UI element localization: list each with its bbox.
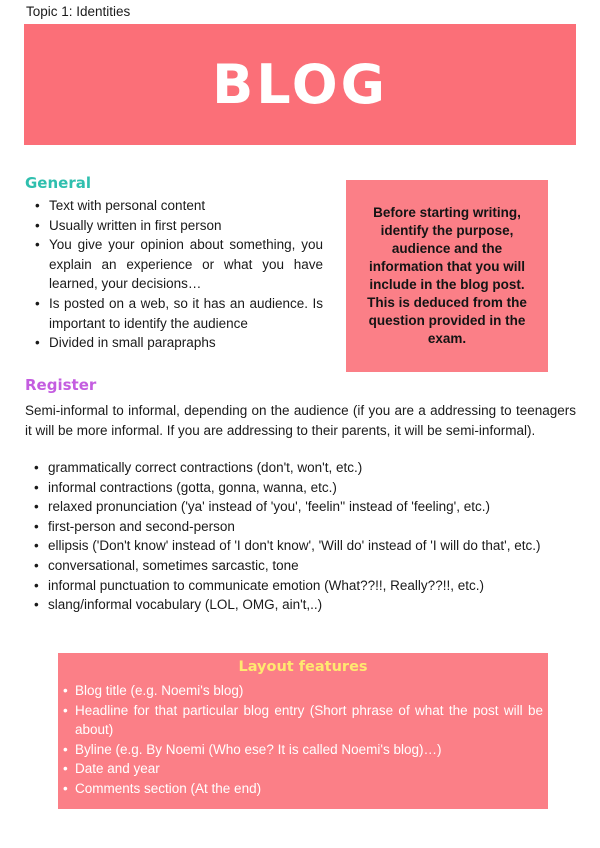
blog-banner	[24, 24, 576, 145]
list-item: • Divided in small parapraphs	[49, 333, 323, 353]
list-item: • first-person and second-person	[48, 517, 576, 537]
list-item: • Headline for that particular blog entry (Short phrase of what the post will be about)	[75, 701, 543, 740]
list-item: • Text with personal content	[49, 196, 323, 216]
register-intro: Semi-informal to informal, depending on the audience (if you are a addressing to teenagers it will be more informal. If you are addressing to their parents, it will be semi-informal).	[25, 403, 576, 438]
list-item: • ellipsis ('Don't know' instead of 'I don't know', 'Will do' instead of 'I will do that', etc.)	[48, 536, 576, 556]
list-item: • Usually written in first person	[49, 216, 323, 236]
list-item: • Blog title (e.g. Noemi's blog)	[75, 681, 543, 701]
banner-title: BLOG	[212, 53, 388, 116]
list-item: • informal punctuation to communicate emotion (What??!!, Really??!!, etc.)	[48, 576, 576, 596]
list-item: • You give your opinion about something, you explain an experience or what you have learned, your decisions…	[49, 235, 323, 294]
list-item: • Byline (e.g. By Noemi (Who ese? It is called Noemi's blog)…)	[75, 740, 543, 760]
list-item: • Date and year	[75, 759, 543, 779]
callout-text: Before starting writing, identify the purpose, audience and the information that you will include in the blog post. This is deduced from the question provided in the exam.	[367, 205, 527, 346]
list-item: • informal contractions (gotta, gonna, wanna, etc.)	[48, 478, 576, 498]
register-list	[48, 458, 576, 615]
layout-features-list	[75, 681, 543, 799]
tip-callout	[346, 180, 548, 372]
list-item: • grammatically correct contractions (don't, won't, etc.)	[48, 458, 576, 478]
topic-label: Topic 1: Identities	[26, 4, 131, 19]
list-item: • Is posted on a web, so it has an audience. Is important to identify the audience	[49, 294, 323, 333]
list-item: • relaxed pronunciation ('ya' instead of 'you', 'feelin'' instead of 'feeling', etc.)	[48, 497, 576, 517]
register-heading: Register	[25, 376, 97, 394]
list-item: • Comments section (At the end)	[75, 779, 543, 799]
list-item: • conversational, sometimes sarcastic, tone	[48, 556, 576, 576]
general-list	[49, 196, 323, 353]
general-heading: General	[25, 174, 91, 192]
list-item: • slang/informal vocabulary (LOL, OMG, ain't,..)	[48, 595, 576, 615]
layout-features-box	[58, 653, 548, 809]
layout-features-heading: Layout features	[238, 659, 368, 675]
